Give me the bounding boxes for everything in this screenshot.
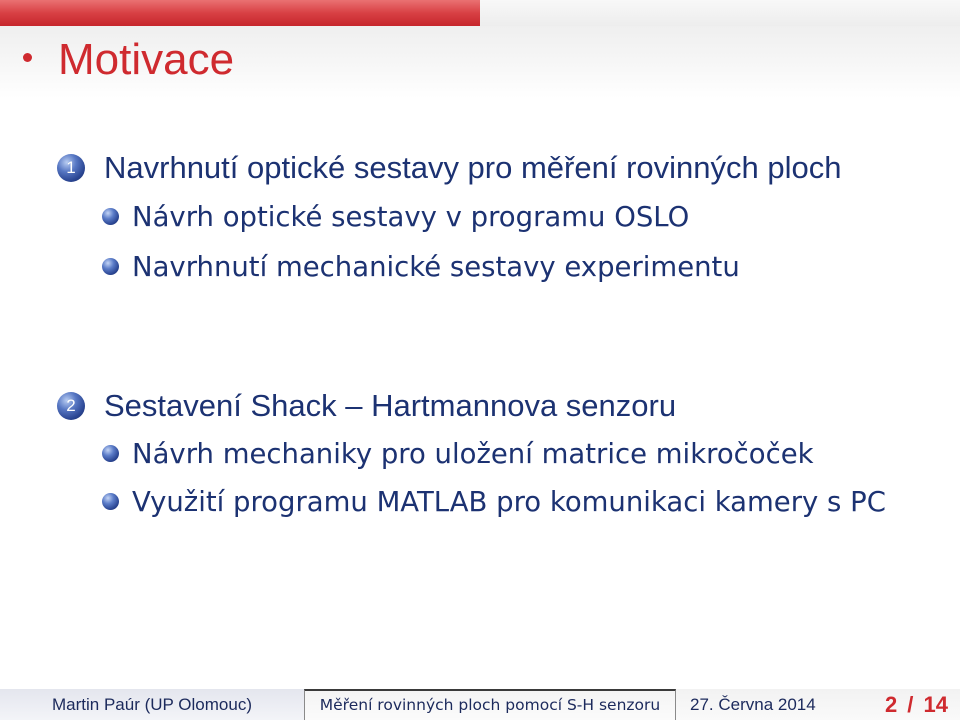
header-bar-left: [0, 0, 480, 26]
ball-bullet-icon: [102, 493, 119, 510]
sub-item-text: Navrhnutí mechanické sestavy experimentu: [132, 251, 740, 283]
footer-right-segment: [676, 689, 960, 720]
ball-bullet-icon: [102, 208, 119, 225]
footer-author: Martin Paúr (UP Olomouc): [0, 689, 304, 720]
sub-item-text: Návrh mechaniky pro uložení matrice mikročoček: [132, 438, 814, 470]
ball-bullet-icon: [102, 258, 119, 275]
page-number: 2 / 14: [884, 692, 948, 717]
list-item-text: Navrhnutí optické sestavy pro měření rovinných ploch: [104, 150, 842, 185]
list-item-text: Sestavení Shack – Hartmannova senzoru: [104, 388, 677, 423]
sub-item-text: Návrh optické sestavy v programu OSLO: [132, 201, 690, 233]
number-ball-icon: 1: [57, 154, 85, 182]
title-bullet-icon: [23, 53, 32, 62]
number-ball-icon: 2: [57, 392, 85, 420]
slide-title: Motivace: [58, 35, 235, 84]
footer-short-title: Měření rovinných ploch pomocí S-H senzoru: [304, 689, 676, 720]
ball-bullet-icon: [102, 445, 119, 462]
header-bar-right: [480, 0, 960, 26]
sub-item-text: Využití programu MATLAB pro komunikaci kamery s PC: [132, 486, 886, 518]
footer-date: 27. Června 2014: [690, 695, 816, 714]
